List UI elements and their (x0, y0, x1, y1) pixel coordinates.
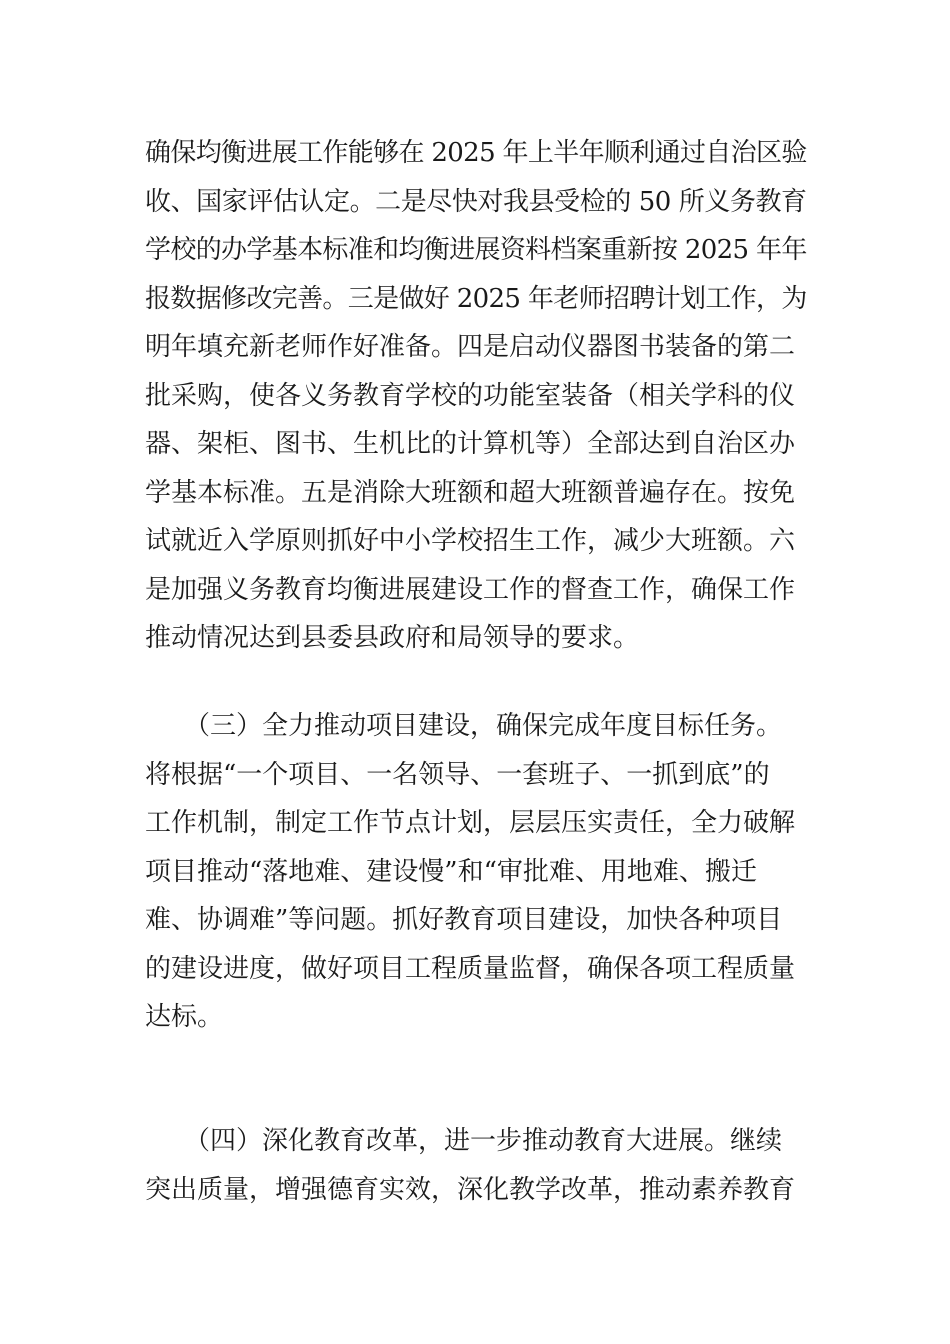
text-line: 推动情况达到县委县政府和局领导的要求。 (145, 623, 640, 653)
text-line: 是加强义务教育均衡进展建设工作的督查工作，确保工作 (145, 574, 796, 605)
section-heading-line: （四）深化教育改革，进一步推动教育大进展。继续 (145, 1126, 783, 1156)
text-line: 报数据修改完善。三是做好 2025 年老师招聘计划工作，为 (145, 283, 807, 314)
text-line: 突出质量，增强德育实效，深化教学改革，推动素养教育 (145, 1174, 796, 1205)
text-line: 批采购，使各义务教育学校的功能室装备（相关学科的仪 (145, 380, 796, 411)
text-line: 项目推动“落地难、建设慢”和“审批难、用地难、搬迁 (145, 856, 757, 887)
text-line: 难、协调难”等问题。抓好教育项目建设，加快各种项目 (145, 905, 783, 935)
text-line: 将根据“一个项目、一名领导、一套班子、一抓到底”的 (145, 759, 770, 790)
text-line: 器、架柜、图书、生机比的计算机等）全部达到自治区办 (145, 429, 796, 459)
text-line: 的建设进度，做好项目工程质量监督，确保各项工程质量 (145, 953, 796, 984)
section-heading-line: （三）全力推动项目建设，确保完成年度目标任务。 (145, 711, 783, 741)
text-line: 工作机制，制定工作节点计划，层层压实责任，全力破解 (145, 808, 796, 838)
paragraph-education-reform (145, 1117, 807, 1214)
text-line: 明年填充新老师作好准备。四是启动仪器图书装备的第二 (145, 332, 796, 362)
text-line: 学校的办学基本标准和均衡进展资料档案重新按 2025 年年 (145, 235, 807, 265)
text-line: 达标。 (145, 1002, 224, 1032)
paragraph-balanced-development (145, 129, 807, 663)
text-line: 学基本标准。五是消除大班额和超大班额普遍存在。按免 (145, 477, 796, 508)
text-line: 确保均衡进展工作能够在 2025 年上半年顺利通过自治区验 (145, 138, 807, 168)
text-line: 收、国家评估认定。二是尽快对我县受检的 50 所义务教育 (145, 186, 807, 217)
text-line: 试就近入学原则抓好中小学校招生工作，减少大班额。六 (145, 526, 796, 556)
paragraph-project-construction (145, 702, 807, 1042)
